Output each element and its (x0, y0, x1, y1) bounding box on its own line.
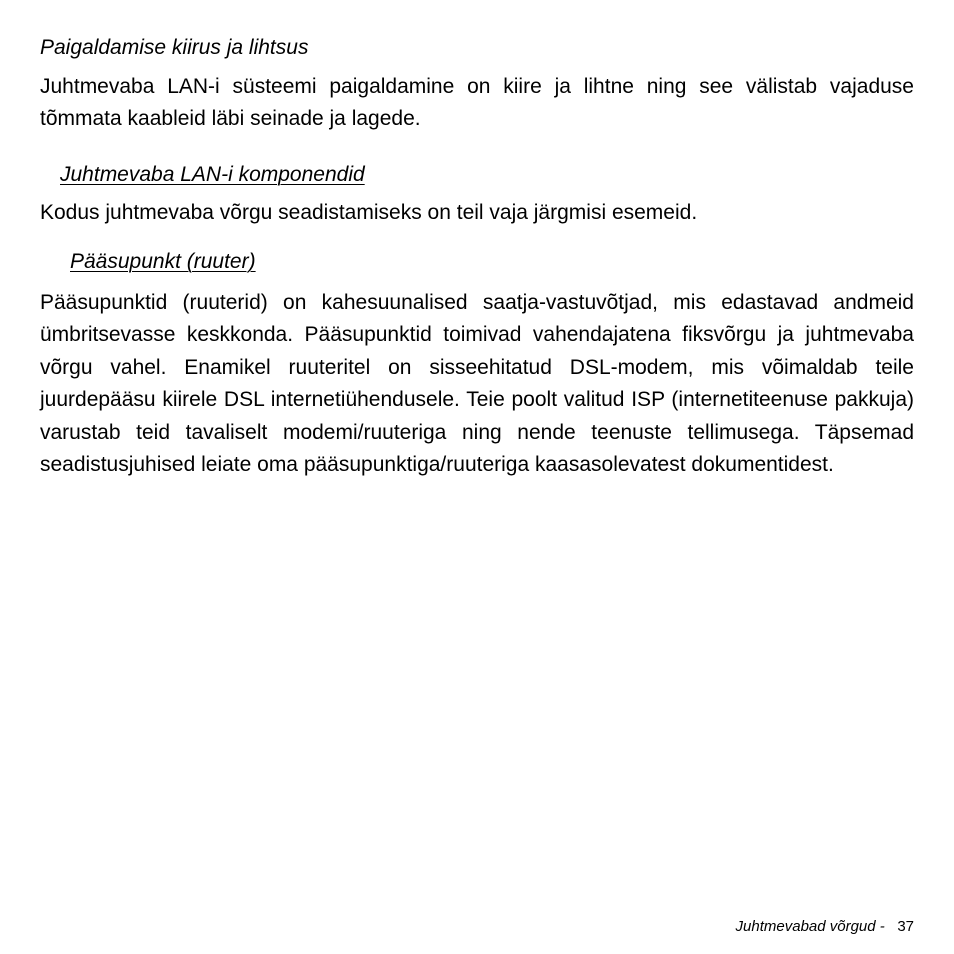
page-number: 37 (897, 918, 914, 935)
footer-title: Juhtmevabad võrgud - (735, 918, 885, 935)
section-heading-components: Juhtmevaba LAN-i komponendid (60, 163, 365, 186)
page-footer (736, 918, 914, 935)
paragraph-components: Kodus juhtmevaba võrgu seadistamiseks on teil vaja järgmisi esemeid. (40, 201, 698, 224)
paragraph-installation: Juhtmevaba LAN-i süsteemi paigaldamine on kiire ja lihtne ning see välistab vajaduse tõmmata kaableid läbi seinade ja lagede. (40, 75, 914, 131)
section-heading-installation: Paigaldamise kiirus ja lihtsus (40, 36, 309, 59)
section-heading-access-point: Pääsupunkt (ruuter) (70, 250, 256, 273)
paragraph-access-point: Pääsupunktid (ruuterid) on kahesuunalised saatja-vastuvõtjad, mis edastavad andmeid ümbritsevasse keskkonda. Pääsupunktid toimivad vahendajatena fiksvõrgu ja juhtmevaba võrgu vahel. Enamikel ruuteritel on sisseehitatud DSL-modem, mis võimaldab teile juurdepääsu kiirele DSL internetiühendusele. Teie poolt valitud ISP (internetiteenuse pakkuja) varustab teid tavaliselt modemi/ruuteriga ning nende teenuste tellimusega. Täpsemad seadistusjuhised leiate oma pääsupunktiga/ruuteriga kaasasolevatest dokumentidest. (40, 291, 914, 477)
